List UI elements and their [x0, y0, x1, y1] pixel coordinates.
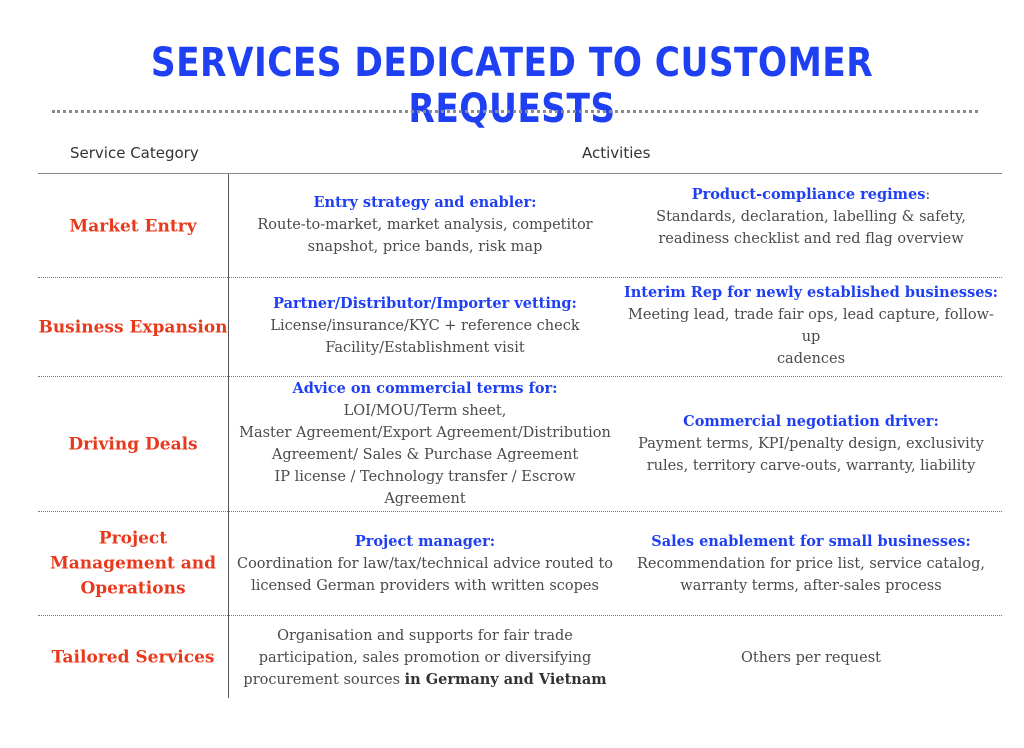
activity-heading: Advice on commercial terms for: — [292, 380, 558, 397]
column-header-activities: Activities — [582, 144, 651, 162]
activity-cell — [232, 531, 618, 597]
row-divider — [38, 376, 1002, 377]
activity-text: Meeting lead, trade fair ops, lead capture, follow-up cadences — [628, 307, 994, 367]
activity-text: Coordination for law/tax/technical advice routed to licensed German providers with written scopes — [236, 556, 614, 594]
column-header-category: Service Category — [70, 144, 199, 162]
category-tailored-services: Tailored Services — [51, 647, 215, 668]
header-rule — [38, 173, 1002, 174]
activity-cell — [620, 411, 1002, 477]
activity-cell — [620, 647, 1002, 669]
activity-emphasis: in Germany and Vietnam — [404, 671, 607, 688]
activity-cell — [620, 282, 1002, 370]
activity-cell — [232, 378, 618, 510]
category-business-expansion: Business Expansion — [38, 317, 228, 338]
category-driving-deals: Driving Deals — [68, 434, 198, 455]
activity-cell — [232, 293, 618, 359]
activity-heading: Commercial negotiation driver: — [683, 413, 939, 430]
activity-text: Payment terms, KPI/penalty design, exclusivity rules, territory carve-outs, warranty, liability — [638, 436, 984, 474]
page-title: SERVICES DEDICATED TO CUSTOMER REQUESTS — [150, 40, 874, 132]
activity-text: Organisation and supports for fair trade participation, sales promotion or diversifying procurement sources in Germany and Vietnam — [243, 628, 607, 688]
activity-cell — [620, 531, 1002, 597]
activity-text: License/insurance/KYC + reference check Facility/Establishment visit — [270, 318, 580, 356]
row-divider — [38, 615, 1002, 616]
activity-text: Others per request — [740, 650, 881, 666]
row-divider — [38, 511, 1002, 512]
activity-heading: Product-compliance regimes: — [691, 186, 931, 203]
category-project-management: Project Management and Operations — [49, 528, 217, 599]
dotted-divider — [52, 110, 978, 113]
activity-heading: Interim Rep for newly established businesses: — [623, 284, 999, 301]
activity-cell — [232, 625, 618, 691]
activity-text: LOI/MOU/Term sheet, Master Agreement/Export Agreement/Distribution Agreement/ Sales & Purchase Agreement IP license / Technology transfer / Escrow Agreement — [239, 403, 611, 507]
activity-cell — [620, 184, 1002, 250]
activity-heading: Sales enablement for small businesses: — [651, 533, 971, 550]
row-divider — [38, 277, 1002, 278]
activity-text: Standards, declaration, labelling & safety, readiness checklist and red flag overview — [656, 209, 966, 247]
activity-heading: Entry strategy and enabler: — [313, 194, 537, 211]
activity-text: Recommendation for price list, service catalog, warranty terms, after-sales process — [637, 556, 985, 594]
activity-text: Route-to-market, market analysis, competitor snapshot, price bands, risk map — [257, 217, 593, 255]
activity-cell — [232, 192, 618, 258]
category-market-entry: Market Entry — [69, 216, 197, 237]
activity-heading: Partner/Distributor/Importer vetting: — [273, 295, 577, 312]
column-separator — [228, 174, 229, 698]
activity-heading: Project manager: — [354, 533, 496, 550]
